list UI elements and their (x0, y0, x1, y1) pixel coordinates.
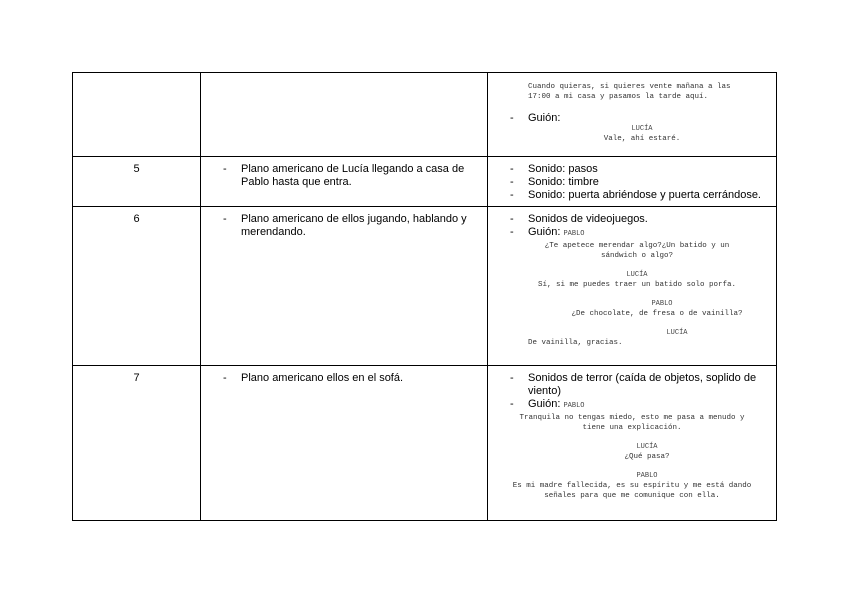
bullet-dash: - (510, 112, 514, 124)
character-name: LUCÍA (626, 271, 648, 279)
character-name: PABLO (563, 230, 585, 238)
dialogue-line: sándwich o algo? (600, 252, 673, 260)
character-name: LUCÍA (631, 125, 653, 133)
shot-description: Plano americano de ellos jugando, hablando y merendando. (241, 213, 467, 238)
sound-item: Sonidos de videojuegos. (528, 213, 648, 225)
dialogue-line: Vale, ahí estaré. (603, 135, 681, 143)
shot-cell (201, 366, 488, 521)
table-row (73, 366, 777, 521)
dialogue-line: ¿De chocolate, de fresa o de vainilla? (571, 310, 743, 318)
bullet-dash: - (510, 213, 514, 225)
dialogue-line: Tranquila no tengas miedo, esto me pasa a menudo y (519, 414, 745, 422)
bullet-dash: - (223, 163, 227, 175)
sound-item: Sonido: timbre (528, 176, 599, 188)
character-name: PABLO (651, 300, 673, 308)
table-row (73, 73, 777, 157)
dialogue-line: ¿Te apetece merendar algo?¿Un batido y un (544, 242, 730, 250)
dialogue-line: tiene una explicación. (582, 424, 682, 432)
script-table (72, 72, 777, 521)
bullet-dash: - (510, 226, 514, 238)
bullet-dash: - (223, 213, 227, 225)
scene-number-cell: 5 (73, 157, 201, 207)
audio-cell (488, 73, 777, 157)
guion-label: Guión: (528, 112, 561, 124)
dialogue-line: señales para que me comunique con ella. (544, 492, 720, 500)
dialogue-line: Cuando quieras, si quieres vente mañana a las (528, 83, 731, 91)
character-name: PABLO (636, 472, 658, 480)
dialogue-line: Es mi madre fallecida, es su espíritu y me está dando (512, 482, 752, 490)
bullet-dash: - (510, 176, 514, 188)
shot-cell (201, 157, 488, 207)
character-name: LUCÍA (666, 329, 688, 337)
audio-cell (488, 157, 777, 207)
bullet-dash: - (223, 372, 227, 384)
scene-number-cell: 7 (73, 366, 201, 521)
shot-description: Plano americano de Lucía llegando a casa de Pablo hasta que entra. (241, 163, 465, 188)
scene-number-cell: 6 (73, 207, 201, 366)
dialogue-line: Sí, si me puedes traer un batido solo porfa. (537, 281, 737, 289)
bullet-dash: - (510, 372, 514, 384)
sound-item: Sonidos de terror (caída de objetos, soplido de viento) (528, 372, 757, 397)
guion-label: Guión: (528, 398, 561, 410)
bullet-dash: - (510, 189, 514, 201)
table-row (73, 157, 777, 207)
dialogue-line: ¿Qué pasa? (624, 453, 670, 461)
audio-cell (488, 207, 777, 366)
dialogue-line: De vainilla, gracias. (528, 339, 623, 347)
table-row (73, 207, 777, 366)
sound-item: Sonido: puerta abriéndose y puerta cerrándose. (528, 189, 761, 201)
bullet-dash: - (510, 163, 514, 175)
sound-item: Sonido: pasos (528, 163, 598, 175)
dialogue-line: 17:00 a mi casa y pasamos la tarde aquí. (528, 93, 709, 101)
shot-description: Plano americano ellos en el sofá. (241, 372, 404, 384)
character-name: LUCÍA (636, 443, 658, 451)
bullet-dash: - (510, 398, 514, 410)
character-name: PABLO (563, 402, 585, 410)
shot-cell (201, 207, 488, 366)
scene-number-cell (73, 73, 201, 157)
guion-label: Guión: (528, 226, 561, 238)
shot-cell (201, 73, 488, 157)
audio-cell (488, 366, 777, 521)
